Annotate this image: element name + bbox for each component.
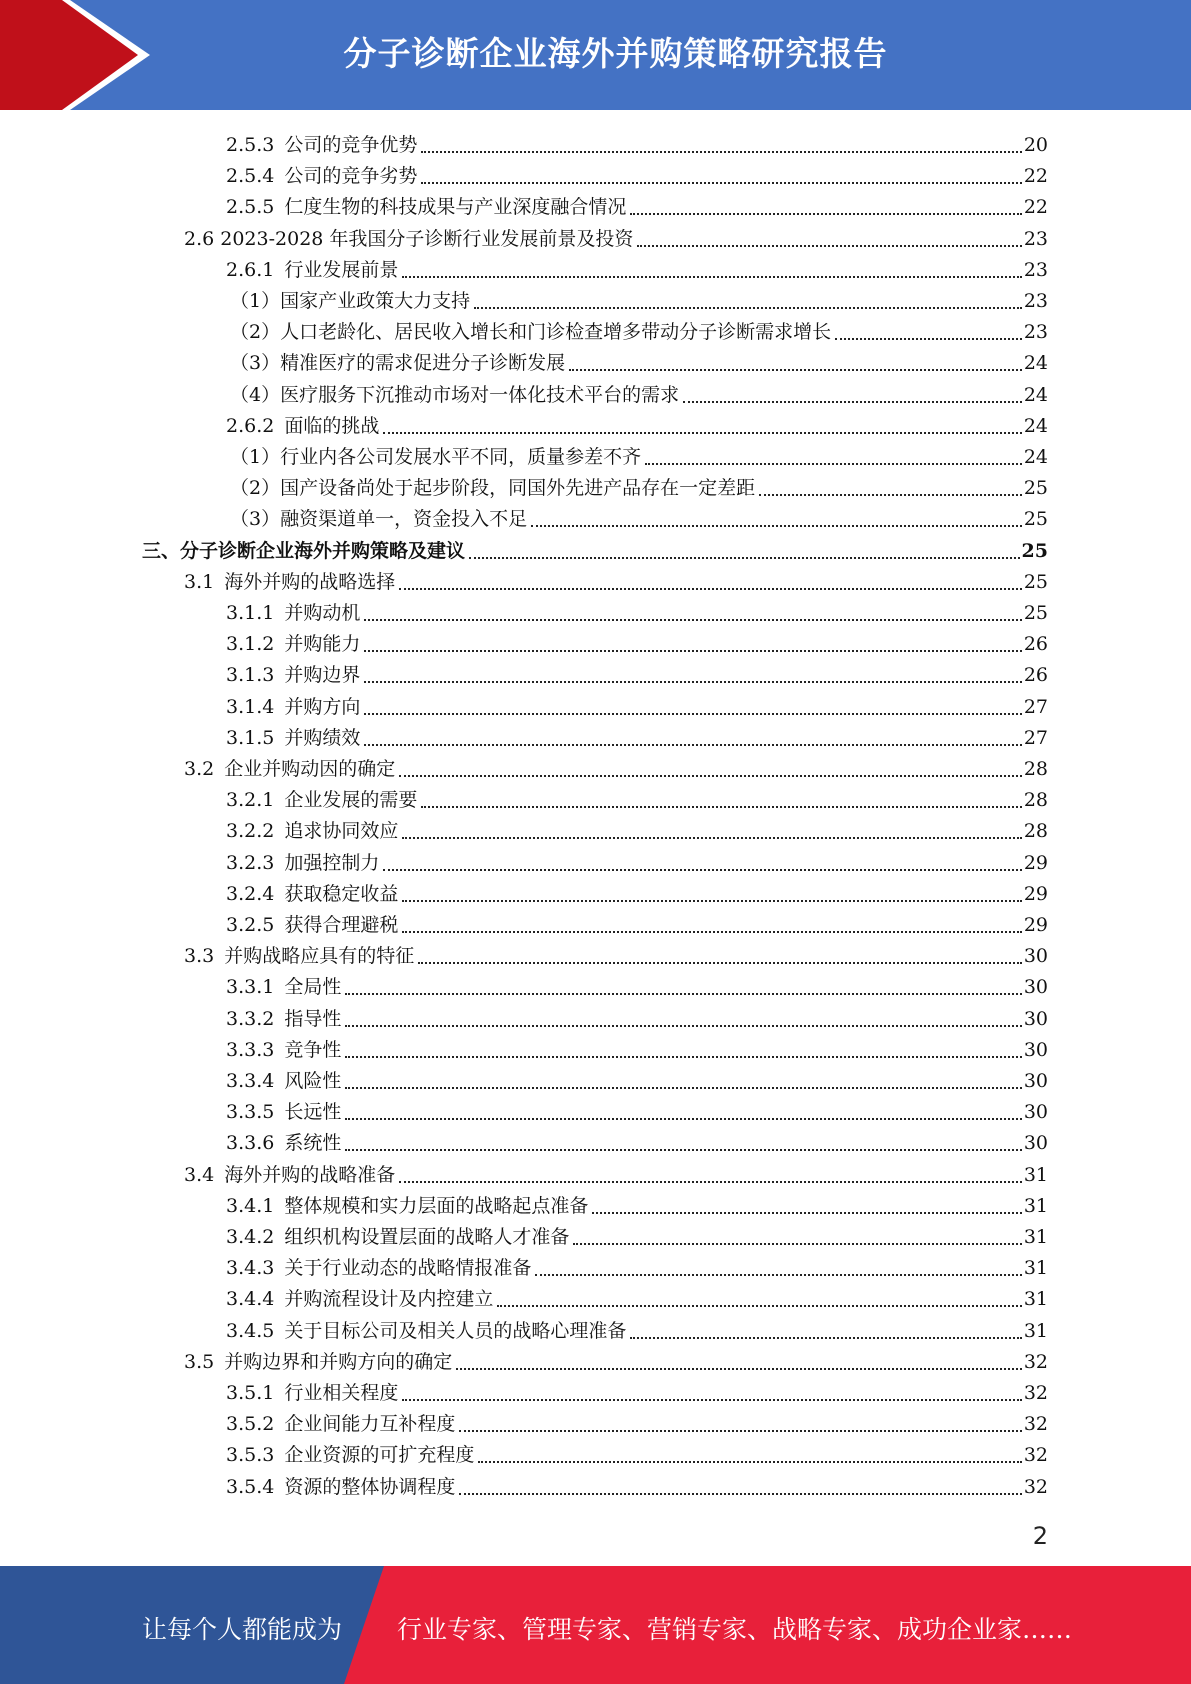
toc-entry-page: 26 bbox=[1023, 633, 1048, 656]
toc-entry-page: 30 bbox=[1023, 976, 1048, 999]
toc-entry[interactable] bbox=[226, 251, 1048, 282]
toc-entry[interactable] bbox=[226, 688, 1048, 719]
toc-dot-leader bbox=[383, 412, 1021, 434]
toc-entry-text: （3）融资渠道单一，资金投入不足 bbox=[230, 508, 528, 531]
toc-entry-number: 3.3.5 bbox=[226, 1101, 275, 1124]
toc-entry-text: 公司的竞争优势 bbox=[284, 134, 418, 156]
toc-entry-title bbox=[230, 289, 474, 313]
toc-entry-page: 31 bbox=[1023, 1163, 1048, 1186]
toc-entry-title bbox=[184, 1350, 456, 1374]
toc-entry-text: （1）国家产业政策大力支持 bbox=[230, 290, 471, 312]
toc-entry-title bbox=[226, 632, 364, 656]
toc-entry[interactable] bbox=[230, 438, 1048, 469]
toc-entry-title bbox=[226, 1069, 345, 1093]
toc-dot-leader bbox=[683, 381, 1022, 403]
toc-dot-leader bbox=[459, 1410, 1021, 1432]
toc-entry-number: 3.1.2 bbox=[226, 633, 275, 656]
toc-entry-text: 资源的整体协调程度 bbox=[284, 1475, 456, 1498]
toc-entry-number: 3.2.3 bbox=[226, 851, 275, 874]
toc-entry-page: 32 bbox=[1023, 1444, 1048, 1467]
toc-dot-leader bbox=[535, 1254, 1021, 1276]
toc-entry-number: 3.3.4 bbox=[226, 1070, 275, 1092]
toc-entry-title bbox=[226, 726, 364, 750]
toc-entry[interactable] bbox=[184, 1343, 1048, 1374]
toc-entry[interactable] bbox=[226, 1000, 1048, 1031]
toc-dot-leader bbox=[402, 817, 1021, 839]
toc-entry-page: 23 bbox=[1023, 290, 1048, 312]
toc-entry-page: 32 bbox=[1023, 1475, 1048, 1498]
toc-dot-leader bbox=[592, 1192, 1021, 1214]
toc-entry-title bbox=[142, 539, 469, 563]
toc-entry-title bbox=[226, 1475, 459, 1499]
toc-entry-page: 29 bbox=[1023, 882, 1048, 905]
toc-entry[interactable] bbox=[226, 1062, 1048, 1093]
toc-entry-text: （2）人口老龄化、居民收入增长和门诊检查增多带动分子诊断需求增长 bbox=[230, 321, 832, 344]
toc-entry-number: 3.4.1 bbox=[226, 1194, 275, 1217]
footer-slogan-right: 行业专家、管理专家、营销专家、战略专家、成功企业家…… bbox=[397, 1615, 1073, 1644]
toc-entry-number: 3.1.1 bbox=[226, 602, 275, 624]
toc-entry-title bbox=[184, 944, 418, 968]
toc-entry-text: 公司的竞争劣势 bbox=[284, 165, 418, 188]
toc-entry-text: 海外并购的战略选择 bbox=[224, 570, 396, 593]
toc-entry[interactable] bbox=[226, 968, 1048, 999]
toc-entry-title bbox=[230, 351, 569, 375]
toc-entry-number: 2.6.2 bbox=[226, 414, 275, 437]
toc-entry-number: 3.1.4 bbox=[226, 695, 275, 718]
toc-dot-leader bbox=[630, 193, 1021, 215]
footer-slogan-left: 让每个人都能成为 bbox=[142, 1615, 343, 1644]
toc-entry-number: 2.6.1 bbox=[226, 258, 275, 281]
toc-entry-page: 20 bbox=[1023, 134, 1048, 156]
toc-entry[interactable] bbox=[226, 594, 1048, 625]
toc-entry[interactable] bbox=[226, 1218, 1048, 1249]
toc-entry-number: 3.1 bbox=[184, 570, 215, 593]
toc-entry-title bbox=[230, 320, 835, 344]
toc-entry-text: 关于目标公司及相关人员的战略心理准备 bbox=[284, 1319, 627, 1342]
toc-entry-title bbox=[230, 445, 645, 469]
toc-entry[interactable] bbox=[226, 1374, 1048, 1405]
toc-dot-leader bbox=[645, 443, 1022, 465]
toc-entry[interactable] bbox=[226, 719, 1048, 750]
toc-entry-title bbox=[184, 1163, 399, 1187]
toc-entry[interactable] bbox=[226, 126, 1048, 157]
toc-entry-page: 30 bbox=[1023, 1070, 1048, 1092]
toc-entry-title bbox=[226, 975, 345, 999]
toc-entry-page: 28 bbox=[1023, 789, 1048, 812]
toc-entry[interactable] bbox=[230, 469, 1048, 500]
toc-entry-title bbox=[184, 227, 637, 251]
toc-entry[interactable] bbox=[226, 407, 1048, 438]
toc-entry-text: 仁度生物的科技成果与产业深度融合情况 bbox=[284, 196, 627, 219]
toc-entry-number: 3.2.1 bbox=[226, 789, 275, 812]
toc-entry-number: 3.4 bbox=[184, 1163, 215, 1186]
toc-entry-number: 3.4.4 bbox=[226, 1288, 275, 1311]
toc-entry-title bbox=[226, 663, 364, 687]
toc-dot-leader bbox=[497, 1285, 1021, 1307]
toc-entry-title bbox=[184, 757, 399, 781]
toc-entry-text: 并购绩效 bbox=[284, 726, 361, 749]
toc-entry-text: 并购能力 bbox=[284, 633, 361, 656]
toc-entry-text: 加强控制力 bbox=[284, 851, 380, 874]
toc-dot-leader bbox=[345, 1067, 1021, 1089]
toc-dot-leader bbox=[399, 568, 1022, 590]
toc-entry-title bbox=[226, 1256, 535, 1280]
toc-entry[interactable] bbox=[226, 906, 1048, 937]
toc-entry-title bbox=[230, 507, 531, 531]
toc-dot-leader bbox=[402, 911, 1021, 933]
toc-entry[interactable] bbox=[226, 812, 1048, 843]
toc-dot-leader bbox=[402, 880, 1021, 902]
toc-entry-page: 32 bbox=[1023, 1350, 1048, 1373]
toc-entry-page: 30 bbox=[1023, 1038, 1048, 1061]
toc-entry-text: 面临的挑战 bbox=[284, 414, 380, 437]
toc-entry-number: 3.3.3 bbox=[226, 1038, 275, 1061]
toc-entry-text: 企业发展的需要 bbox=[284, 789, 418, 812]
toc-entry-page: 27 bbox=[1023, 726, 1048, 749]
toc-dot-leader bbox=[630, 1317, 1021, 1339]
toc-dot-leader bbox=[345, 1005, 1021, 1027]
toc-entry-title bbox=[226, 258, 402, 282]
toc-entry-page: 23 bbox=[1023, 258, 1048, 281]
toc-entry-number: 3.3.1 bbox=[226, 976, 275, 999]
toc-entry-text: 整体规模和实力层面的战略起点准备 bbox=[284, 1194, 589, 1217]
toc-dot-leader bbox=[421, 131, 1021, 153]
toc-dot-leader bbox=[345, 1129, 1021, 1151]
toc-entry-title bbox=[226, 1131, 345, 1155]
toc-entry-page: 30 bbox=[1023, 945, 1048, 968]
toc-entry-page: 31 bbox=[1023, 1194, 1048, 1217]
toc-dot-leader bbox=[637, 225, 1021, 247]
toc-entry[interactable] bbox=[226, 1436, 1048, 1467]
toc-entry-page: 29 bbox=[1023, 851, 1048, 874]
toc-entry-page: 24 bbox=[1023, 414, 1048, 437]
toc-entry[interactable] bbox=[226, 1405, 1048, 1436]
toc-entry-text: 关于行业动态的战略情报准备 bbox=[284, 1257, 532, 1280]
toc-entry-page: 31 bbox=[1023, 1319, 1048, 1342]
toc-entry-text: （3）精准医疗的需求促进分子诊断发展 bbox=[230, 352, 566, 375]
toc-dot-leader bbox=[345, 1098, 1021, 1120]
toc-entry[interactable] bbox=[226, 1312, 1048, 1343]
toc-entry-text: 企业并购动因的确定 bbox=[224, 758, 396, 780]
toc-dot-leader bbox=[531, 505, 1022, 527]
toc-entry-title bbox=[226, 1381, 402, 1405]
toc-entry-page: 22 bbox=[1023, 196, 1048, 219]
toc-entry-page: 28 bbox=[1023, 820, 1048, 843]
toc-entry[interactable] bbox=[226, 1093, 1048, 1124]
toc-entry-number: 3.5 bbox=[184, 1350, 215, 1373]
toc-entry-text: 组织机构设置层面的战略人才准备 bbox=[284, 1226, 570, 1248]
toc-entry-number: 3.4.5 bbox=[226, 1319, 275, 1342]
toc-entry[interactable] bbox=[230, 344, 1048, 375]
toc-entry[interactable] bbox=[226, 1249, 1048, 1280]
toc-entry-number: 3.1.5 bbox=[226, 726, 275, 749]
toc-entry-title bbox=[226, 1194, 592, 1218]
toc-dot-leader bbox=[759, 474, 1022, 496]
toc-entry-page: 31 bbox=[1023, 1288, 1048, 1311]
toc-dot-leader bbox=[345, 1036, 1021, 1058]
toc-dot-leader bbox=[459, 1473, 1021, 1495]
toc-entry-title bbox=[226, 1007, 345, 1031]
toc-entry-page: 25 bbox=[1023, 477, 1048, 500]
toc-entry-page: 28 bbox=[1023, 758, 1048, 780]
toc-dot-leader bbox=[421, 162, 1021, 184]
toc-entry-title bbox=[226, 882, 402, 906]
toc-entry-title bbox=[230, 476, 759, 500]
toc-dot-leader bbox=[364, 724, 1021, 746]
toc-entry-title bbox=[184, 570, 399, 594]
toc-entry[interactable] bbox=[184, 937, 1048, 968]
toc-entry-text: （2）国产设备尚处于起步阶段，同国外先进产品存在一定差距 bbox=[230, 477, 756, 500]
toc-entry-text: 获得合理避税 bbox=[284, 914, 399, 936]
toc-entry-title bbox=[226, 695, 364, 719]
toc-entry-number: 3.4.2 bbox=[226, 1226, 275, 1248]
toc-entry-page: 25 bbox=[1021, 539, 1048, 562]
toc-entry-number: 3.1.3 bbox=[226, 664, 275, 687]
toc-entry-title bbox=[226, 1038, 345, 1062]
toc-dot-leader bbox=[421, 786, 1021, 808]
toc-entry-text: 并购边界 bbox=[284, 664, 361, 687]
toc-entry-page: 23 bbox=[1023, 321, 1048, 344]
toc-entry-number: 3.3 bbox=[184, 945, 215, 968]
toc-entry-number: 3.4.3 bbox=[226, 1257, 275, 1280]
toc-dot-leader bbox=[456, 1348, 1022, 1370]
toc-entry-page: 30 bbox=[1023, 1101, 1048, 1124]
toc-entry-number: 2.5.4 bbox=[226, 165, 275, 188]
toc-entry[interactable] bbox=[226, 157, 1048, 188]
toc-entry-page: 23 bbox=[1023, 227, 1048, 250]
toc-entry[interactable] bbox=[184, 1156, 1048, 1187]
toc-entry-page: 32 bbox=[1023, 1413, 1048, 1436]
toc-entry-page: 24 bbox=[1023, 446, 1048, 468]
toc-entry-page: 31 bbox=[1023, 1257, 1048, 1280]
toc-entry-page: 24 bbox=[1023, 383, 1048, 406]
toc-entry-text: 企业资源的可扩充程度 bbox=[284, 1444, 475, 1467]
toc-entry-page: 29 bbox=[1023, 914, 1048, 936]
toc-dot-leader bbox=[835, 318, 1022, 340]
toc-entry-page: 26 bbox=[1023, 664, 1048, 687]
toc-entry-number: 3.5.1 bbox=[226, 1382, 275, 1404]
toc-entry-text: 竞争性 bbox=[284, 1038, 342, 1061]
toc-entry[interactable] bbox=[226, 844, 1048, 875]
page-header bbox=[0, 0, 1191, 110]
toc-entry-text: 全局性 bbox=[284, 976, 342, 999]
toc-entry-text: 指导性 bbox=[284, 1007, 342, 1030]
toc-entry-title bbox=[226, 819, 402, 843]
toc-entry-text: 获取稳定收益 bbox=[284, 882, 399, 905]
toc-dot-leader bbox=[418, 942, 1022, 964]
toc-entry-text: 风险性 bbox=[284, 1070, 342, 1092]
toc-dot-leader bbox=[569, 349, 1022, 371]
toc-entry-number: 3.5.4 bbox=[226, 1475, 275, 1498]
toc-entry-text: 并购边界和并购方向的确定 bbox=[224, 1350, 453, 1373]
toc-entry[interactable] bbox=[184, 750, 1048, 781]
toc-entry-number: 3.2.2 bbox=[226, 820, 275, 843]
toc-entry-number: 3.2.4 bbox=[226, 882, 275, 905]
toc-entry[interactable] bbox=[230, 313, 1048, 344]
toc-entry-title bbox=[226, 1225, 573, 1249]
toc-dot-leader bbox=[469, 537, 1020, 559]
toc-entry-title bbox=[226, 788, 421, 812]
toc-entry-text: 行业相关程度 bbox=[284, 1382, 399, 1404]
toc-entry-number: 2.5.5 bbox=[226, 196, 275, 219]
toc-entry-page: 22 bbox=[1023, 165, 1048, 188]
toc-entry-page: 32 bbox=[1023, 1382, 1048, 1404]
toc-entry-number: 3.3.2 bbox=[226, 1007, 275, 1030]
toc-entry-page: 25 bbox=[1023, 508, 1048, 531]
toc-dot-leader bbox=[478, 1441, 1021, 1463]
toc-entry-page: 27 bbox=[1023, 695, 1048, 718]
toc-entry-title bbox=[226, 851, 383, 875]
toc-dot-leader bbox=[573, 1223, 1021, 1245]
toc-dot-leader bbox=[364, 630, 1021, 652]
toc-dot-leader bbox=[383, 849, 1021, 871]
toc-entry-title bbox=[226, 1287, 497, 1311]
toc-entry[interactable] bbox=[226, 781, 1048, 812]
toc-entry-title bbox=[226, 1100, 345, 1124]
toc-entry-number: 3.5.3 bbox=[226, 1444, 275, 1467]
toc-entry-text: 并购动机 bbox=[284, 602, 361, 624]
toc-entry[interactable] bbox=[184, 220, 1048, 251]
toc-entry-title bbox=[226, 1412, 459, 1436]
toc-entry-text: 并购战略应具有的特征 bbox=[224, 945, 415, 968]
toc-entry[interactable] bbox=[142, 532, 1048, 563]
toc-dot-leader bbox=[399, 1161, 1022, 1183]
toc-dot-leader bbox=[402, 1379, 1021, 1401]
toc-entry-text: 长远性 bbox=[284, 1101, 342, 1124]
toc-entry-title bbox=[226, 913, 402, 937]
toc-entry[interactable] bbox=[230, 500, 1048, 531]
toc-entry[interactable] bbox=[230, 376, 1048, 407]
toc-dot-leader bbox=[364, 693, 1021, 715]
toc-entry-text: 2.6 2023-2028 年我国分子诊断行业发展前景及投资 bbox=[184, 227, 634, 250]
toc-entry-number: 3.3.6 bbox=[226, 1132, 275, 1155]
toc-entry[interactable] bbox=[226, 188, 1048, 219]
toc-entry-text: （4）医疗服务下沉推动市场对一体化技术平台的需求 bbox=[230, 383, 680, 406]
toc-entry[interactable] bbox=[226, 1124, 1048, 1155]
toc-entry-number: 2.5.3 bbox=[226, 134, 275, 156]
toc-dot-leader bbox=[474, 287, 1022, 309]
toc-entry-title bbox=[226, 601, 364, 625]
toc-dot-leader bbox=[364, 599, 1021, 621]
toc-entry-title bbox=[226, 414, 383, 438]
page-footer bbox=[0, 1566, 1191, 1684]
toc-entry-text: 海外并购的战略准备 bbox=[224, 1163, 396, 1186]
toc-dot-leader bbox=[402, 256, 1021, 278]
toc-entry-title bbox=[226, 164, 421, 188]
toc-entry[interactable] bbox=[226, 656, 1048, 687]
toc-entry[interactable] bbox=[226, 1468, 1048, 1499]
toc-dot-leader bbox=[364, 661, 1021, 683]
toc-entry[interactable] bbox=[230, 282, 1048, 313]
toc-entry-text: （1）行业内各公司发展水平不同，质量参差不齐 bbox=[230, 446, 642, 468]
toc-entry-title bbox=[226, 1443, 478, 1467]
toc-entry-text: 并购方向 bbox=[284, 695, 361, 718]
toc-dot-leader bbox=[345, 973, 1021, 995]
toc-entry-page: 25 bbox=[1023, 570, 1048, 593]
toc-entry[interactable] bbox=[226, 1280, 1048, 1311]
toc-entry[interactable] bbox=[226, 625, 1048, 656]
toc-entry-number: 3.2 bbox=[184, 758, 215, 780]
toc-entry-page: 31 bbox=[1023, 1226, 1048, 1248]
page-number: 2 bbox=[1032, 1522, 1048, 1550]
toc-entry[interactable] bbox=[226, 875, 1048, 906]
toc-entry-page: 25 bbox=[1023, 602, 1048, 624]
report-title: 分子诊断企业海外并购策略研究报告 bbox=[343, 34, 888, 73]
toc-entry-title bbox=[226, 195, 630, 219]
toc-dot-leader bbox=[399, 755, 1022, 777]
toc-entry-text: 系统性 bbox=[284, 1132, 342, 1155]
toc-entry-number: 3.5.2 bbox=[226, 1413, 275, 1436]
toc-entry[interactable] bbox=[226, 1031, 1048, 1062]
toc-entry-number: 3.2.5 bbox=[226, 914, 275, 936]
toc-entry[interactable] bbox=[226, 1187, 1048, 1218]
toc-entry-text: 追求协同效应 bbox=[284, 820, 399, 843]
toc-entry-text: 并购流程设计及内控建立 bbox=[284, 1288, 494, 1311]
toc-entry-title bbox=[226, 133, 421, 157]
toc-entry-text: 企业间能力互补程度 bbox=[284, 1413, 456, 1436]
toc-entry-text: 行业发展前景 bbox=[284, 258, 399, 281]
toc-entry-page: 24 bbox=[1023, 352, 1048, 375]
toc-entry-title bbox=[226, 1319, 630, 1343]
toc-entry-title bbox=[230, 383, 683, 407]
toc-entry-page: 30 bbox=[1023, 1132, 1048, 1155]
toc-entry[interactable] bbox=[184, 563, 1048, 594]
toc-entry-text: 三、分子诊断企业海外并购策略及建议 bbox=[142, 539, 466, 562]
toc-entry-page: 30 bbox=[1023, 1007, 1048, 1030]
